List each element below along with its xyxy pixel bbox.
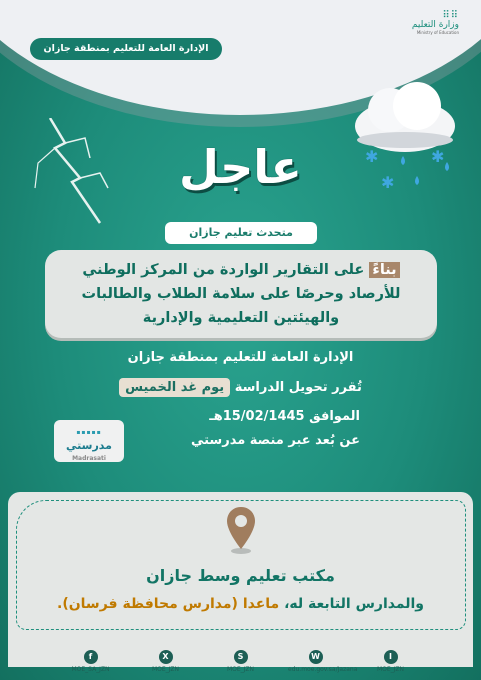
facebook-icon: f <box>84 650 98 664</box>
logo-ar-text: وزارة التعليم <box>411 20 459 30</box>
decision-dept: الإدارة العامة للتعليم بمنطقة جازان <box>127 350 354 365</box>
snapchat-icon: S <box>234 650 248 664</box>
social-handle: MOE_JZN <box>376 666 405 673</box>
schools-prefix: والمدارس التابعة له، <box>284 596 424 612</box>
decision-highlight: يوم غد الخميس <box>119 378 230 397</box>
moe-logo <box>395 10 459 35</box>
statement-line-2: للأرصاد وحرصًا على سلامة الطلاب والطالبات <box>81 286 401 302</box>
statement-highlight: بناءً <box>369 262 399 278</box>
location-pin-icon <box>225 505 257 555</box>
statement-line-1 <box>45 258 437 282</box>
social-handle: edu.moe.gov.sa/Jazana <box>288 666 358 673</box>
statement-line-1-rest: على التقارير الواردة من المركز الوطني <box>82 262 365 278</box>
decision-prefix: تُقرر تحويل الدراسة <box>234 380 362 395</box>
social-link-x[interactable] <box>138 650 193 673</box>
social-handle: MOE_JZN <box>226 666 255 673</box>
schools-line <box>0 596 481 612</box>
social-link-facebook[interactable] <box>63 650 118 673</box>
madrasati-ar: مدرستي <box>66 439 112 452</box>
svg-text:✱: ✱ <box>381 173 395 192</box>
social-link-web[interactable] <box>288 650 358 673</box>
speaker-label: متحدث تعليم جازان <box>165 222 317 244</box>
statement-line-3: والهيئتين التعليمية والإدارية <box>142 310 340 326</box>
svg-text:✱: ✱ <box>431 147 445 166</box>
social-handle: MOE_SA_JZN <box>71 666 110 673</box>
madrasati-en: Madrasati <box>72 455 106 462</box>
dept-pill: الإدارة العامة للتعليم بمنطقة جازان <box>30 38 222 60</box>
instagram-icon: I <box>384 650 398 664</box>
social-handle: MOE_JZN <box>151 666 180 673</box>
statement-box <box>45 250 437 338</box>
web-icon: W <box>309 650 323 664</box>
logo-en-text: Ministry of Education <box>416 29 459 35</box>
social-links <box>0 650 481 673</box>
decision-remote: عن بُعد عبر منصة مدرستي <box>190 433 360 448</box>
social-link-snapchat[interactable] <box>213 650 268 673</box>
social-link-instagram[interactable] <box>363 650 418 673</box>
decision-date: الموافق 15/02/1445هـ <box>209 409 360 424</box>
madrasati-dots-icon: ▪▪▪▪▪ <box>76 429 102 436</box>
urgent-title: عاجل <box>179 140 302 194</box>
office-name: مكتب تعليم وسط جازان <box>146 566 335 585</box>
x-icon: X <box>159 650 173 664</box>
schools-except: ماعدا (مدارس محافظة فرسان). <box>57 596 280 612</box>
logo-dots: ⠿⠿ <box>442 10 459 21</box>
svg-text:✱: ✱ <box>365 147 379 166</box>
madrasati-logo <box>54 420 124 462</box>
decision-line <box>0 380 481 395</box>
